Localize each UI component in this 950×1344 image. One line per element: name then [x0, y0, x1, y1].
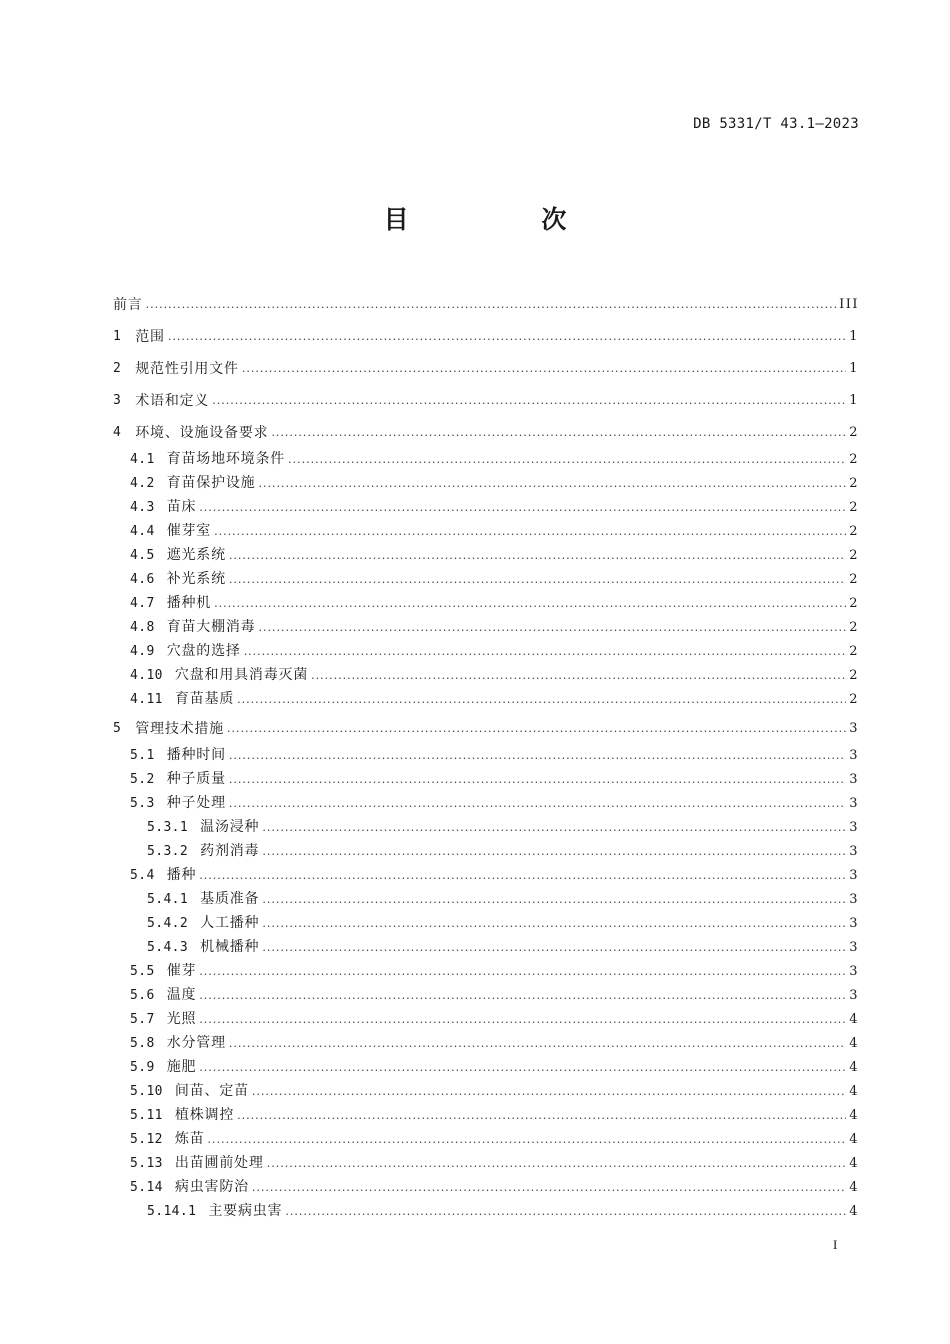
toc-entry-number: 3 [113, 392, 122, 408]
toc-entry-label: 水分管理 [166, 1035, 226, 1051]
toc-leader-dots [199, 965, 846, 978]
toc-entry[interactable] [113, 1152, 859, 1176]
toc-entry[interactable] [113, 448, 859, 472]
toc-entry-label: 炼苗 [174, 1131, 205, 1147]
toc-entry-label: 主要病虫害 [208, 1203, 283, 1219]
toc-entry-number: 4.10 [130, 668, 163, 683]
toc-entry-page: 2 [849, 548, 859, 563]
toc-entry-label: 基质准备 [200, 891, 260, 907]
toc-entry-label: 穴盘和用具消毒灭菌 [174, 667, 309, 683]
toc-entry[interactable] [113, 1176, 859, 1200]
toc-entry-page: 4 [849, 1180, 859, 1195]
toc-entry-page: 3 [849, 844, 859, 859]
toc-entry-number: 5.9 [130, 1060, 155, 1075]
toc-entry-number: 2 [113, 360, 122, 376]
toc-entry[interactable] [113, 288, 859, 320]
toc-entry-number: 5.3 [130, 796, 155, 811]
toc-leader-dots [229, 749, 846, 762]
toc-entry[interactable] [113, 960, 859, 984]
toc-entry-number: 5.11 [130, 1108, 163, 1123]
toc-entry-page: 1 [849, 392, 859, 408]
toc-entry-label: 苗床 [166, 499, 197, 515]
toc-entry-label: 穴盘的选择 [166, 643, 241, 659]
toc-entry-label: 术语和定义 [135, 393, 210, 409]
toc-entry-number: 5.14 [130, 1180, 163, 1195]
toc-entry-number: 5.6 [130, 988, 155, 1003]
toc-entry[interactable] [113, 384, 859, 416]
toc-entry-number: 4.8 [130, 620, 155, 635]
toc-entry-label: 育苗基质 [174, 691, 235, 707]
toc-leader-dots [262, 821, 846, 834]
toc-leader-dots [229, 773, 846, 786]
toc-entry-page: 2 [849, 596, 859, 611]
toc-leader-dots [285, 1205, 846, 1218]
toc-leader-dots [237, 693, 846, 706]
toc-entry-label: 催芽 [166, 963, 197, 979]
toc-entry-page: 2 [849, 644, 859, 659]
toc-entry-number: 5.4.1 [147, 892, 189, 907]
toc-entry[interactable] [113, 1200, 859, 1224]
toc-entry-page: 2 [849, 524, 859, 539]
toc-leader-dots [214, 597, 846, 610]
toc-leader-dots [252, 1085, 846, 1098]
toc-entry-page: 1 [849, 360, 859, 376]
toc-leader-dots [242, 362, 846, 375]
toc-entry-number: 5.13 [130, 1156, 163, 1171]
toc-entry-page: 4 [849, 1036, 859, 1051]
toc-leader-dots [229, 1037, 846, 1050]
toc-entry-page: 2 [849, 620, 859, 635]
toc-entry[interactable] [113, 640, 859, 664]
toc-entry-page: 1 [849, 328, 859, 344]
toc-leader-dots [199, 989, 846, 1002]
toc-entry-number: 4.11 [130, 692, 163, 707]
toc-entry-number: 5.3.1 [147, 820, 189, 835]
toc-entry[interactable] [113, 912, 859, 936]
toc-entry[interactable] [113, 520, 859, 544]
toc-entry-label: 出苗圃前处理 [174, 1155, 264, 1171]
toc-entry-number: 5.8 [130, 1036, 155, 1051]
toc-leader-dots [237, 1109, 846, 1122]
toc-entry-number: 5.3.2 [147, 844, 189, 859]
toc-entry[interactable] [113, 664, 859, 688]
toc-entry[interactable] [113, 744, 859, 768]
toc-entry-label: 光照 [166, 1011, 197, 1027]
toc-entry[interactable] [113, 472, 859, 496]
toc-entry-label: 播种时间 [166, 747, 226, 763]
toc-entry-number: 4 [113, 424, 122, 440]
toc-entry-label: 温汤浸种 [200, 819, 260, 835]
toc-entry-page: 3 [849, 964, 859, 979]
toc-entry[interactable] [113, 768, 859, 792]
toc-entry-page: 4 [849, 1108, 859, 1123]
toc-leader-dots [199, 869, 846, 882]
toc-leader-dots [259, 477, 847, 490]
toc-entry[interactable] [113, 320, 859, 352]
toc-entry-label: 管理技术措施 [135, 721, 225, 737]
toc-entry-label: 植株调控 [174, 1107, 235, 1123]
toc-entry-page: 3 [849, 720, 859, 736]
toc-entry[interactable] [113, 592, 859, 616]
toc-entry-page: 4 [849, 1132, 859, 1147]
toc-entry[interactable] [113, 1128, 859, 1152]
toc-entry-page: 2 [849, 476, 859, 491]
toc-entry-number: 5 [113, 720, 122, 736]
toc-entry[interactable] [113, 616, 859, 640]
toc-entry[interactable] [113, 840, 859, 864]
toc-entry-label: 种子质量 [166, 771, 226, 787]
toc-entry-number: 5.1 [130, 748, 155, 763]
toc-entry-page: 3 [849, 916, 859, 931]
toc-entry-label: 病虫害防治 [174, 1179, 249, 1195]
toc-entry-page: 2 [849, 452, 859, 467]
toc-entry-page: 3 [849, 796, 859, 811]
toc-leader-dots [212, 394, 846, 407]
toc-entry-number: 5.4.3 [147, 940, 189, 955]
toc-entry-label: 施肥 [166, 1059, 197, 1075]
toc-entry-number: 1 [113, 328, 122, 344]
standard-code: DB 5331/T 43.1—2023 [693, 116, 859, 132]
toc-entry-page: 4 [849, 1156, 859, 1171]
toc-entry-label: 遮光系统 [166, 547, 226, 563]
toc-leader-dots [229, 573, 846, 586]
toc-entry[interactable] [113, 1104, 859, 1128]
toc-entry-number: 4.7 [130, 596, 155, 611]
toc-entry[interactable] [113, 864, 859, 888]
toc-entry-number: 5.14.1 [147, 1204, 197, 1219]
page-number: I [833, 1237, 838, 1252]
toc-leader-dots [271, 426, 846, 439]
toc-entry[interactable] [113, 936, 859, 960]
toc-leader-dots [262, 941, 846, 954]
toc-entry-page: 3 [849, 940, 859, 955]
toc-entry[interactable] [113, 816, 859, 840]
toc-entry-label: 补光系统 [166, 571, 226, 587]
toc-entry-page: 3 [849, 892, 859, 907]
toc-entry-page: 2 [849, 668, 859, 683]
toc-leader-dots [168, 330, 846, 343]
toc-entry-page: III [839, 296, 859, 312]
toc-entry-page: 2 [849, 424, 859, 440]
toc-leader-dots [288, 453, 846, 466]
toc-entry-page: 3 [849, 748, 859, 763]
toc-entry[interactable] [113, 1032, 859, 1056]
toc-entry-label: 种子处理 [166, 795, 226, 811]
toc-entry[interactable] [113, 568, 859, 592]
toc-leader-dots [262, 893, 846, 906]
toc-entry-label: 药剂消毒 [200, 843, 260, 859]
toc-leader-dots [146, 298, 836, 311]
toc-entry-number: 5.2 [130, 772, 155, 787]
toc-entry-number: 5.5 [130, 964, 155, 979]
toc-entry-number: 4.2 [130, 476, 155, 491]
page-title: 目 次 [383, 205, 629, 234]
toc-entry-number: 4.3 [130, 500, 155, 515]
table-of-contents [113, 288, 859, 1224]
toc-entry-label: 育苗场地环境条件 [166, 451, 286, 467]
toc-entry-number: 4.6 [130, 572, 155, 587]
toc-leader-dots [259, 621, 847, 634]
toc-leader-dots [229, 549, 846, 562]
toc-entry-page: 3 [849, 820, 859, 835]
toc-leader-dots [262, 917, 846, 930]
toc-leader-dots [208, 1133, 847, 1146]
toc-entry-number: 5.7 [130, 1012, 155, 1027]
toc-entry-label: 播种机 [166, 595, 212, 611]
toc-entry-page: 3 [849, 988, 859, 1003]
toc-entry[interactable] [113, 792, 859, 816]
toc-entry[interactable] [113, 888, 859, 912]
toc-entry-label: 间苗、定苗 [174, 1083, 249, 1099]
toc-leader-dots [214, 525, 846, 538]
toc-leader-dots [262, 845, 846, 858]
toc-entry[interactable] [113, 688, 859, 712]
toc-entry-label: 规范性引用文件 [135, 361, 239, 377]
toc-entry-page: 2 [849, 500, 859, 515]
toc-entry[interactable] [113, 1080, 859, 1104]
toc-entry[interactable] [113, 1008, 859, 1032]
toc-entry[interactable] [113, 496, 859, 520]
toc-entry-page: 3 [849, 772, 859, 787]
toc-entry-label: 育苗保护设施 [166, 475, 256, 491]
toc-entry[interactable] [113, 1056, 859, 1080]
toc-entry-page: 2 [849, 692, 859, 707]
toc-leader-dots [199, 1061, 846, 1074]
toc-entry[interactable] [113, 416, 859, 448]
toc-entry-label: 育苗大棚消毒 [166, 619, 256, 635]
toc-entry-number: 4.9 [130, 644, 155, 659]
toc-leader-dots [229, 797, 846, 810]
toc-entry-label: 催芽室 [166, 523, 212, 539]
toc-entry-page: 4 [849, 1060, 859, 1075]
toc-entry-page: 4 [849, 1204, 859, 1219]
toc-entry-label: 环境、设施设备要求 [135, 425, 269, 441]
toc-leader-dots [227, 722, 846, 735]
toc-entry-number: 4.5 [130, 548, 155, 563]
toc-entry-number: 5.4.2 [147, 916, 189, 931]
toc-entry-page: 4 [849, 1012, 859, 1027]
toc-leader-dots [267, 1157, 846, 1170]
toc-entry-label: 机械播种 [200, 939, 260, 955]
toc-entry-page: 2 [849, 572, 859, 587]
toc-entry-page: 3 [849, 868, 859, 883]
toc-entry-number: 5.4 [130, 868, 155, 883]
toc-entry-number: 4.1 [130, 452, 155, 467]
toc-entry-number: 4.4 [130, 524, 155, 539]
toc-entry-label: 温度 [166, 987, 197, 1003]
toc-entry-number: 5.10 [130, 1084, 163, 1099]
toc-entry-label: 范围 [135, 329, 165, 345]
toc-entry[interactable] [113, 712, 859, 744]
toc-leader-dots [244, 645, 847, 658]
toc-leader-dots [311, 669, 846, 682]
toc-leader-dots [199, 1013, 846, 1026]
toc-entry-label: 前言 [113, 297, 143, 313]
toc-entry[interactable] [113, 984, 859, 1008]
toc-entry[interactable] [113, 544, 859, 568]
toc-leader-dots [199, 501, 846, 514]
toc-entry-page: 4 [849, 1084, 859, 1099]
toc-entry-number: 5.12 [130, 1132, 163, 1147]
toc-entry-label: 人工播种 [200, 915, 260, 931]
toc-entry-label: 播种 [166, 867, 197, 883]
toc-leader-dots [252, 1181, 846, 1194]
toc-entry[interactable] [113, 352, 859, 384]
